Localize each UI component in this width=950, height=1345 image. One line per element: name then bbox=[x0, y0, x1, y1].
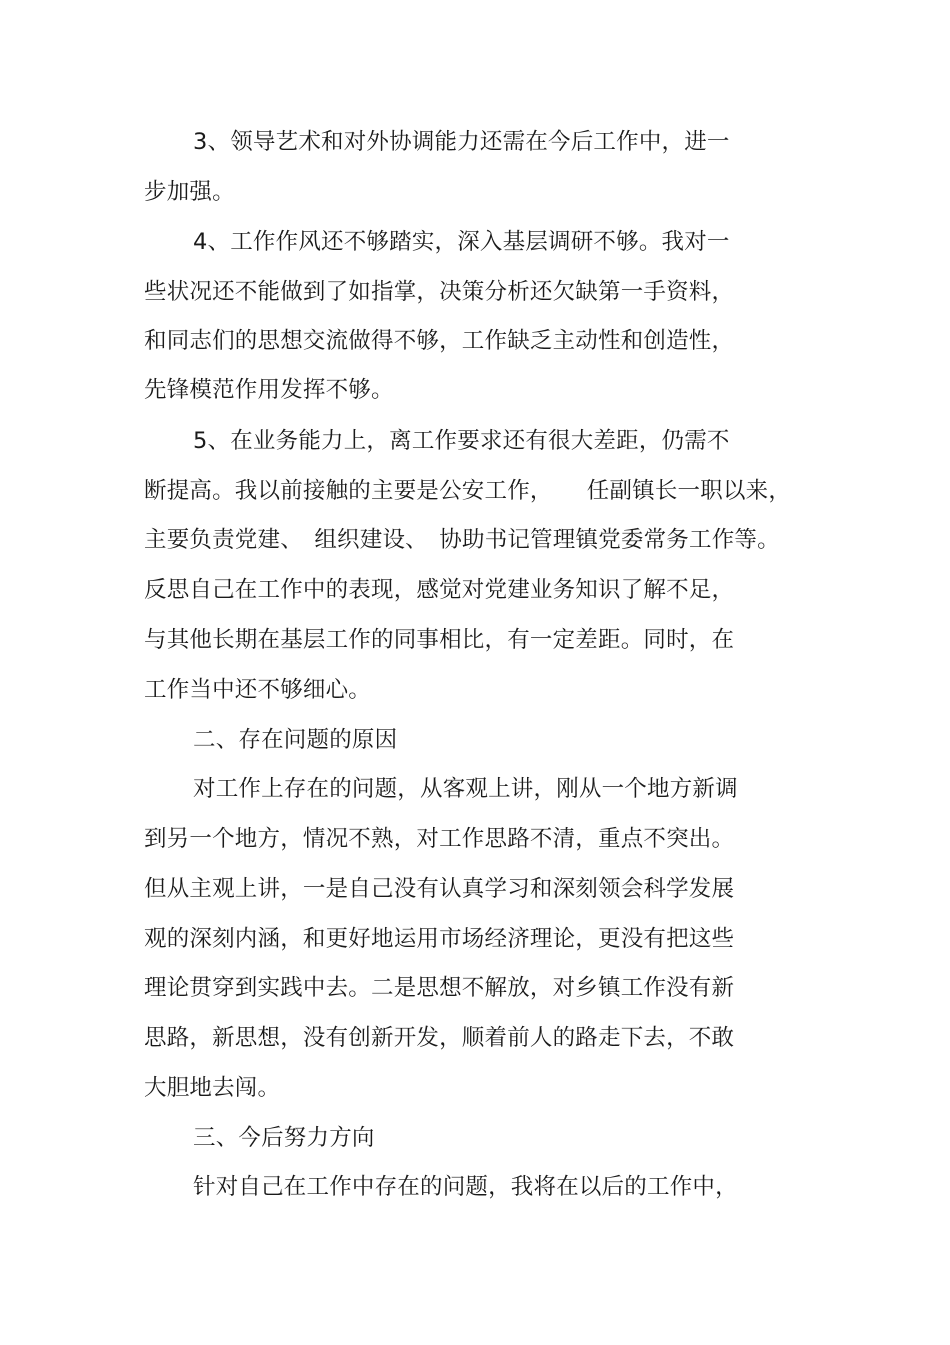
text-line: 3、领导艺术和对外协调能力还需在今后工作中，进一 bbox=[193, 129, 730, 155]
text-line: 思路，新思想，没有创新开发，顺着前人的路走下去，不敢 bbox=[144, 1025, 735, 1051]
text-line: 但从主观上讲，一是自己没有认真学习和深刻领会科学发展 bbox=[144, 876, 735, 902]
text-line: 工作当中还不够细心。 bbox=[144, 677, 372, 703]
text-line: 理论贯穿到实践中去。二是思想不解放，对乡镇工作没有新 bbox=[144, 975, 735, 1001]
text-line: 主要负责党建、 组织建设、 协助书记管理镇党委常务工作等。 bbox=[144, 527, 780, 553]
text-line: 观的深刻内涵，和更好地运用市场经济理论，更没有把这些 bbox=[144, 926, 735, 952]
text-line: 反思自己在工作中的表现，感觉对党建业务知识了解不足， bbox=[144, 577, 735, 603]
text-line: 对工作上存在的问题，从客观上讲，刚从一个地方新调 bbox=[193, 776, 738, 802]
section-heading: 三、今后努力方向 bbox=[193, 1125, 375, 1151]
section-heading: 二、存在问题的原因 bbox=[193, 727, 398, 753]
text-line: 和同志们的思想交流做得不够，工作缺乏主动性和创造性， bbox=[144, 328, 735, 354]
text-line: 先锋模范作用发挥不够。 bbox=[144, 377, 394, 403]
text-line: 大胆地去闯。 bbox=[144, 1075, 281, 1101]
text-line: 步加强。 bbox=[144, 179, 235, 205]
text-line: 5、在业务能力上，离工作要求还有很大差距，仍需不 bbox=[193, 428, 730, 454]
text-line: 4、工作作风还不够踏实，深入基层调研不够。我对一 bbox=[193, 229, 730, 255]
text-line: 断提高。我以前接触的主要是公安工作， 任副镇长一职以来， bbox=[144, 478, 792, 504]
text-line: 与其他长期在基层工作的同事相比，有一定差距。同时，在 bbox=[144, 627, 735, 653]
text-line: 针对自己在工作中存在的问题，我将在以后的工作中， bbox=[193, 1174, 738, 1200]
text-line: 些状况还不能做到了如指掌，决策分析还欠缺第一手资料， bbox=[144, 279, 735, 305]
text-line: 到另一个地方，情况不熟，对工作思路不清，重点不突出。 bbox=[144, 826, 735, 852]
